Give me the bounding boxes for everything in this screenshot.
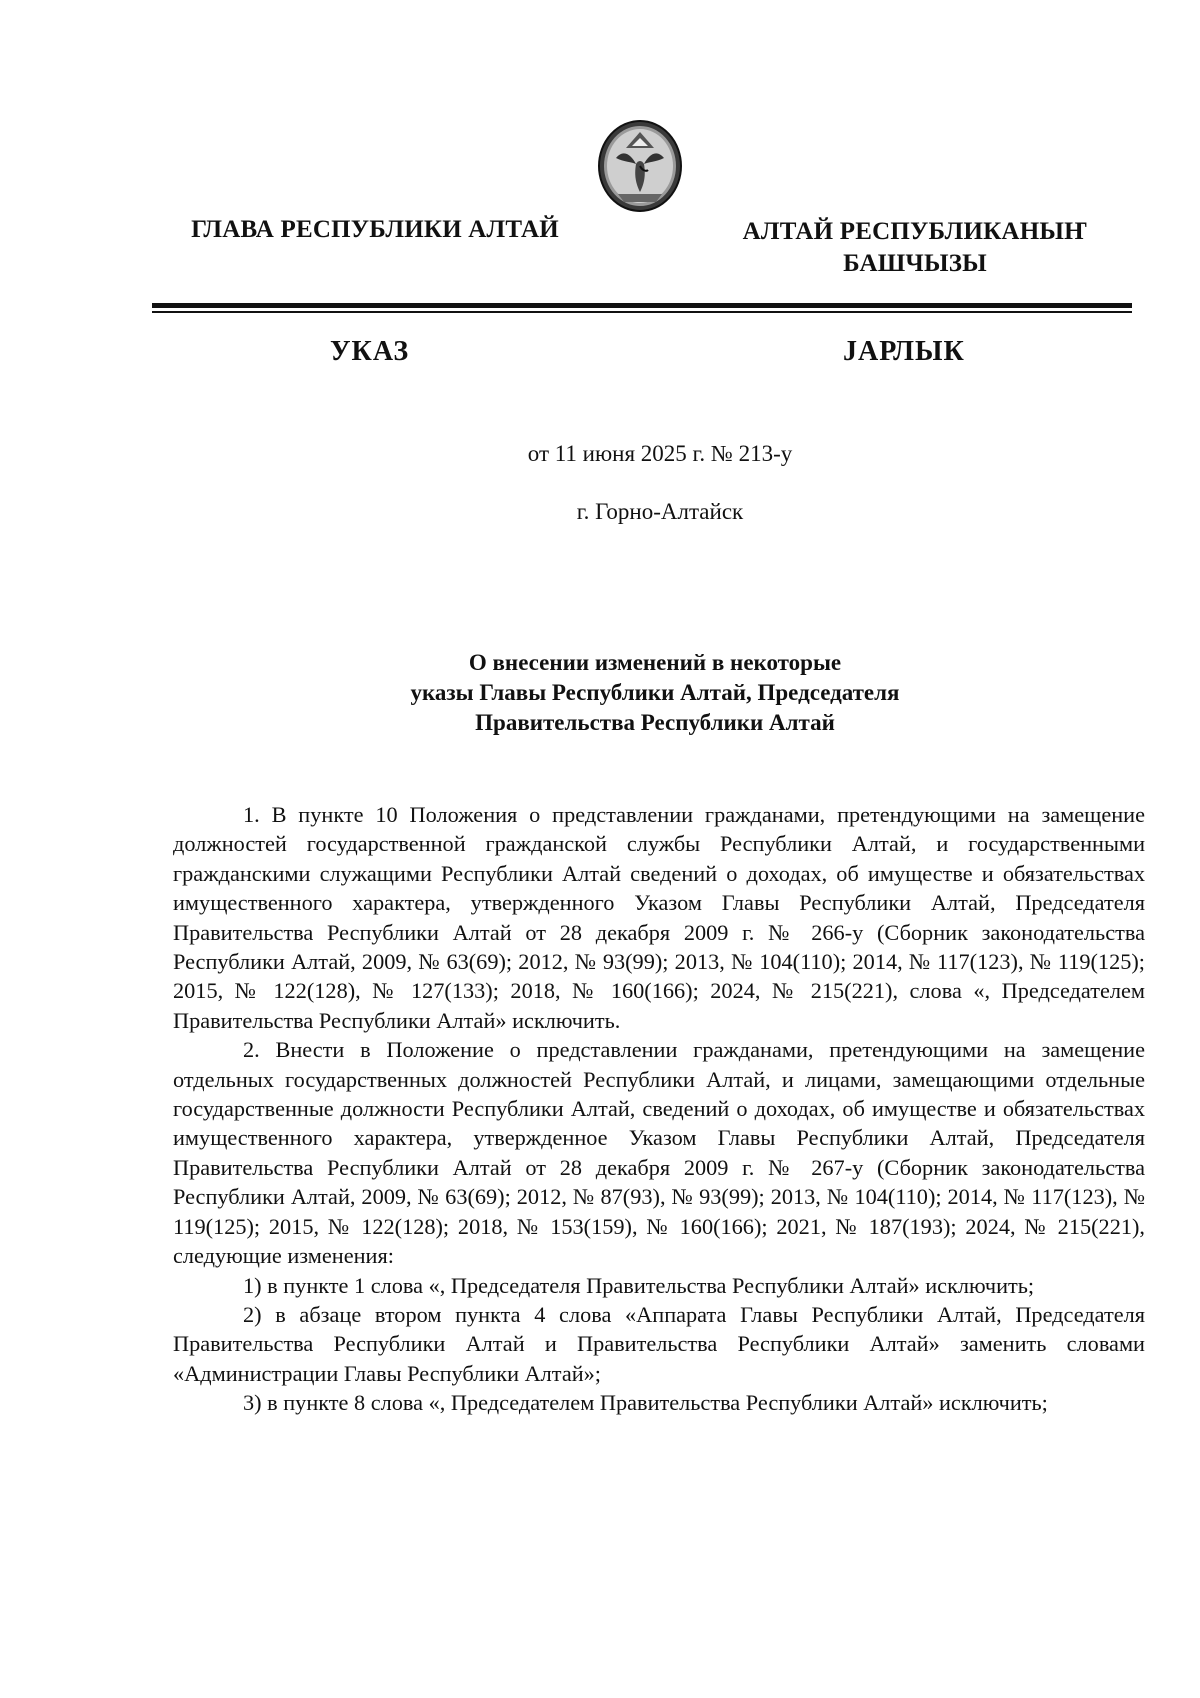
document-title-line3: Правительства Республики Алтай [475,710,835,735]
header-divider-thick [152,303,1132,308]
header-divider-thin [152,311,1132,313]
issuer-title-altai-line1: АЛТАЙ РЕСПУБЛИКАНЫҤ [742,218,1088,245]
issuer-title-altai-line2: БАШЧЫЗЫ [843,250,987,277]
paragraph-2: 2. Внести в Положение о представлении гражданами, претендующими на замещение отдельных государственных должностей Республики Алтай, и лицами, замещающими отдельные государственные должности Республики Алтай, сведений о доходах, об имуществе и обязательствах имущественного характера, утвержденное Указом Главы Республики Алтай, Председателя Правительства Республики Алтай от 28 декабря 2009 г. № 267-у (Сборник законодательства Республики Алтай, 2009, № 63(69); 2012, № 87(93), № 93(99); 2013, № 104(110); 2014, № 117(123), № 119(125); 2015, № 122(128); 2018, № 153(159), № 160(166); 2021, № 187(193); 2024, № 215(221), следующие изменения: [173,1037,1145,1269]
coat-of-arms-emblem [596,118,684,214]
document-date-number: от 11 июня 2025 г. № 213-у [527,441,793,466]
document-kind-altai: ЈАРЛЫК [843,336,965,367]
document-body [173,800,1145,1418]
document-title-line2: указы Главы Республики Алтай, Председателя [410,680,900,705]
document-title-line1: О внесении изменений в некоторые [468,650,842,675]
issuer-title-altai [700,216,1130,280]
paragraph-1: 1. В пункте 10 Положения о представлении гражданами, претендующими на замещение должностей государственной гражданской службы Республики Алтай, и государственными гражданскими служащими Республики Алтай сведений о доходах, об имуществе и обязательствах имущественного характера, утвержденного Указом Главы Республики Алтай, Председателя Правительства Республики Алтай от 28 декабря 2009 г. № 266-у (Сборник законодательства Республики Алтай, 2009, № 63(69); 2012, № 93(99); 2013, № 104(110); 2014, № 117(123), № 119(125); 2015, № 122(128), № 127(133); 2018, № 160(166); 2024, № 215(221), слова «, Председателем Правительства Республики Алтай» исключить. [173,802,1145,1033]
document-kind-russian: УКАЗ [330,336,410,367]
paragraph-2-item-3: 3) в пункте 8 слова «, Председателем Правительства Республики Алтай» исключить; [243,1390,1048,1416]
document-title [300,648,1010,738]
paragraph-2-item-1: 1) в пункте 1 слова «, Председателя Правительства Республики Алтай» исключить; [243,1272,1035,1298]
paragraph-2-item-2: 2) в абзаце втором пункта 4 слова «Аппарата Главы Республики Алтай, Председателя Правительства Республики Алтай и Правительства Республики Алтай» заменить словами «Администрации Главы Республики Алтай»; [173,1301,1145,1386]
document-city: г. Горно-Алтайск [576,499,744,524]
issuer-title-russian: ГЛАВА РЕСПУБЛИКИ АЛТАЙ [191,216,559,243]
